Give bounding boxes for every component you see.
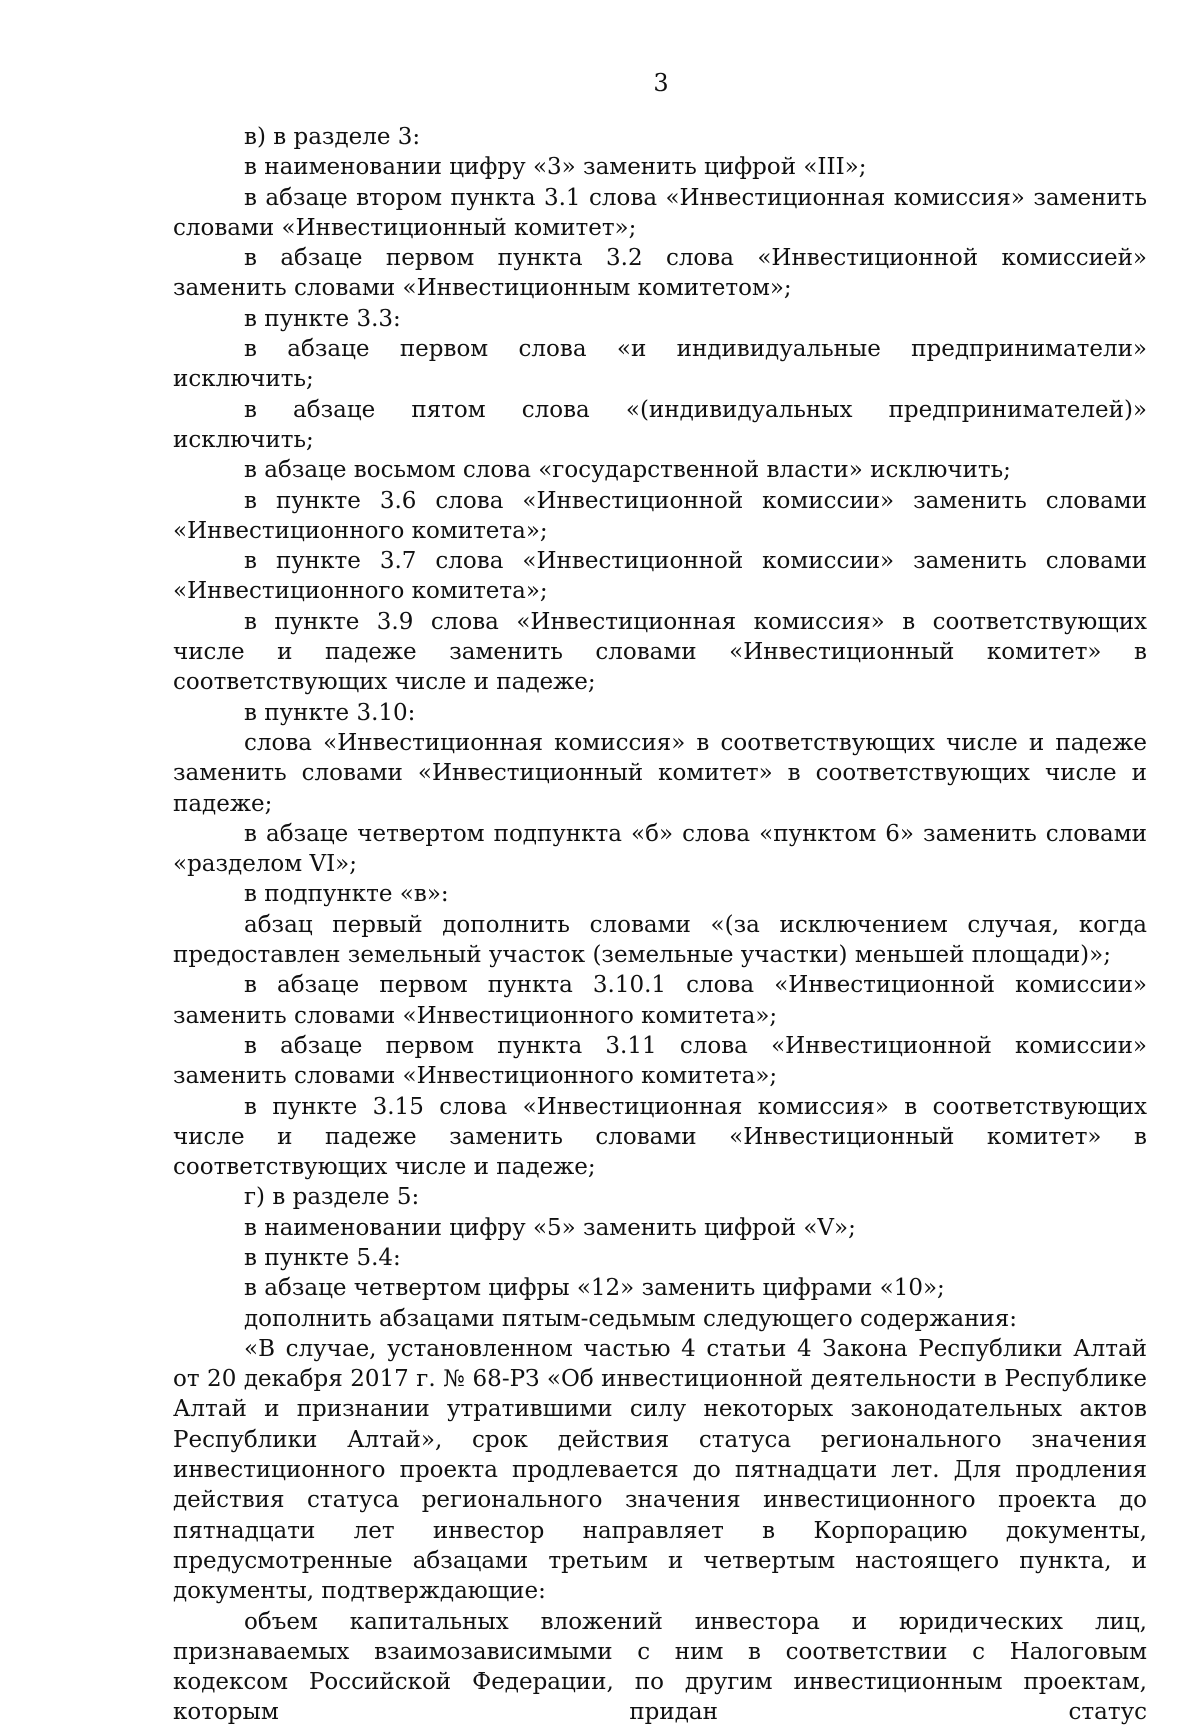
paragraph: в пункте 3.7 слова «Инвестиционной комиссии» заменить словами «Инвестиционного комитета»; [173,548,1147,605]
paragraph: в абзаце четвертом подпункта «б» слова «пунктом 6» заменить словами «разделом VI»; [173,820,1147,878]
paragraph: г) в разделе 5: [244,1184,420,1211]
paragraph: в) в разделе 3: [244,124,421,150]
paragraph: в наименовании цифру «5» заменить цифрой «V»; [244,1214,856,1241]
paragraph: в пункте 3.3: [244,305,401,332]
paragraph: в пункте 3.9 слова «Инвестиционная комиссия» в соответствующих числе и падеже заменить словами «Инвестиционный комитет» в соответствующих числе и падеже; [173,608,1147,696]
paragraph: в пункте 3.10: [244,699,416,726]
paragraph: в наименовании цифру «3» заменить цифрой «III»; [244,154,867,181]
paragraph: в абзаце первом пункта 3.11 слова «Инвестиционной комиссии» заменить словами «Инвестиционного комитета»; [173,1032,1147,1090]
paragraph: «В случае, установленном частью 4 статьи 4 Закона Республики Алтай от 20 декабря 2017 г. № 68-РЗ «Об инвестиционной деятельности в Республике Алтай и признании утратившими силу некоторых законодательных актов Республики Алтай», срок действия статуса регионального значения инвестиционного проекта продлевается до пятнадцати лет. Для продления действия статуса регионального значения инвестиционного проекта до пятнадцати лет инвестор направляет в Корпорацию документы, предусмотренные абзацами третьим и четвертым настоящего пункта, и документы, подтверждающие: [173,1335,1147,1605]
paragraph: в абзаце первом пункта 3.2 слова «Инвестиционной комиссией» заменить словами «Инвестиционным комитетом»; [173,245,1147,302]
paragraph: в абзаце пятом слова «(индивидуальных предпринимателей)» исключить; [173,396,1147,453]
paragraph: в абзаце восьмом слова «государственной власти» исключить; [244,457,1011,484]
paragraph: объем капитальных вложений инвестора и юридических лиц, признаваемых взаимозависимыми с ним в соответствии с Налоговым кодексом Российской Федерации, по другим инвестиционным проектам, которым придан статус [173,1608,1147,1726]
paragraph: дополнить абзацами пятым-седьмым следующего содержания: [244,1305,1018,1332]
paragraph: в пункте 3.6 слова «Инвестиционной комиссии» заменить словами «Инвестиционного комитета»; [173,487,1147,544]
paragraph: в пункте 3.15 слова «Инвестиционная комиссия» в соответствующих числе и падеже заменить словами «Инвестиционный комитет» в соответствующих числе и падеже; [173,1093,1147,1181]
paragraph: слова «Инвестиционная комиссия» в соответствующих числе и падеже заменить словами «Инвестиционный комитет» в соответствующих числе и падеже; [173,729,1147,817]
paragraph: абзац первый дополнить словами «(за исключением случая, когда предоставлен земельный участок (земельные участки) меньшей площади)»; [173,911,1147,969]
paragraph: в абзаце втором пункта 3.1 слова «Инвестиционная комиссия» заменить словами «Инвестиционный комитет»; [173,184,1147,241]
paragraph: в пункте 5.4: [244,1244,401,1271]
paragraph: в абзаце четвертом цифры «12» заменить цифрами «10»; [244,1275,945,1302]
paragraph: в подпункте «в»: [244,881,449,908]
page-number: 3 [653,69,669,97]
paragraph: в абзаце первом пункта 3.10.1 слова «Инвестиционной комиссии» заменить словами «Инвестиционного комитета»; [173,972,1147,1029]
paragraph: в абзаце первом слова «и индивидуальные предприниматели» исключить; [173,336,1147,393]
document-body [173,122,1147,1728]
